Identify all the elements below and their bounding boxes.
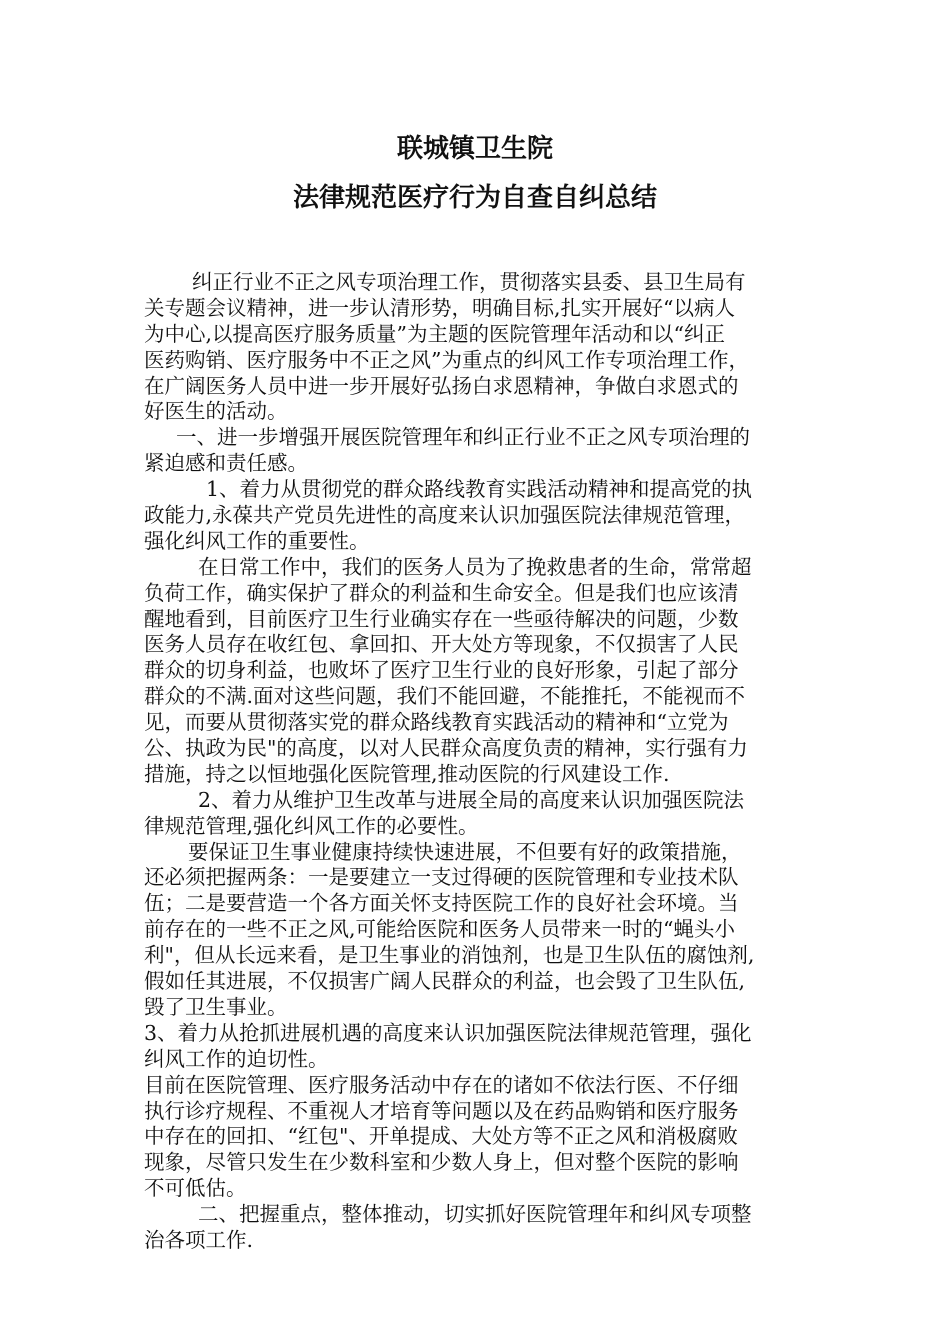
paragraph-line: 前存在的一些不正之风,可能给医院和医务人员带来一时的“蝇头小 — [144, 917, 735, 942]
paragraph-line: 毁了卫生事业。 — [144, 994, 288, 1019]
document-title-org: 联城镇卫生院 — [396, 134, 553, 164]
section-heading-line: 治各项工作. — [144, 1227, 254, 1252]
subsection-heading-line: 律规范管理,强化纠风工作的必要性。 — [144, 813, 479, 838]
paragraph-line: 医务人员存在收红包、拿回扣、开大处方等现象，不仅损害了人民 — [144, 632, 739, 657]
paragraph-line: 见，而要从贯彻落实党的群众路线教育实践活动的精神和“立党为 — [144, 710, 729, 735]
paragraph-line: 执行诊疗规程、不重视人才培育等问题以及在药品购销和医疗服务 — [144, 1098, 739, 1123]
paragraph-line: 关专题会议精神，进一步认清形势，明确目标,扎实开展好“以病人 — [144, 295, 735, 320]
paragraph-line: 公、执政为民"的高度，以对人民群众高度负责的精神，实行强有力 — [144, 736, 748, 761]
paragraph-line: 目前在医院管理、医疗服务活动中存在的诸如不依法行医、不仔细 — [144, 1072, 739, 1097]
section-heading-line: 一、进一步增强开展医院管理年和纠正行业不正之风专项治理的 — [176, 425, 750, 450]
paragraph-line: 措施，持之以恒地强化医院管理,推动医院的行风建设工作. — [144, 761, 670, 786]
subsection-heading-line: 纠风工作的迫切性。 — [144, 1046, 329, 1071]
paragraph-line: 醒地看到，目前医疗卫生行业确实存在一些亟待解决的问题，少数 — [144, 606, 739, 631]
subsection-heading-line: 3、着力从抢抓进展机遇的高度来认识加强医院法律规范管理，强化 — [144, 1020, 752, 1045]
subsection-heading-line: 2、着力从维护卫生改革与进展全局的高度来认识加强医院法 — [198, 787, 745, 812]
paragraph-line: 好医生的活动。 — [144, 399, 288, 424]
paragraph-line: 中存在的回扣、“红包"、开单提成、大处方等不正之风和消极腐败 — [144, 1124, 738, 1149]
subsection-heading-line: 政能力,永葆共产党员先进性的高度来认识加强医院法律规范管理， — [144, 503, 746, 528]
paragraph-line: 假如任其进展，不仅损害广阔人民群众的利益，也会毁了卫生队伍, — [144, 969, 746, 994]
paragraph-line: 要保证卫生事业健康持续快速进展，不但要有好的政策措施， — [188, 839, 742, 864]
paragraph-line: 伍；二是要营造一个各方面关怀支持医院工作的良好社会环境。当 — [144, 891, 739, 916]
paragraph-line: 医药购销、医疗服务中不正之风”为重点的纠风工作专项治理工作， — [144, 347, 749, 372]
paragraph-line: 不可低估。 — [144, 1176, 247, 1201]
paragraph-line: 为中心,以提高医疗服务质量”为主题的医院管理年活动和以“纠正 — [144, 321, 725, 346]
document-body — [144, 270, 814, 1254]
subsection-heading-line: 1、着力从贯彻党的群众路线教育实践活动精神和提高党的执 — [206, 477, 753, 502]
section-heading-line: 二、把握重点，整体推动，切实抓好医院管理年和纠风专项整 — [198, 1202, 752, 1227]
paragraph-line: 负荷工作，确实保护了群众的利益和生命安全。但是我们也应该清 — [144, 580, 739, 605]
paragraph-line: 纠正行业不正之风专项治理工作，贯彻落实县委、县卫生局有 — [192, 270, 746, 294]
paragraph-line: 现象，尽管只发生在少数科室和少数人身上，但对整个医院的影响 — [144, 1150, 739, 1175]
subsection-heading-line: 强化纠风工作的重要性。 — [144, 528, 370, 553]
paragraph-line: 还必须把握两条：一是要建立一支过得硬的医院管理和专业技术队 — [144, 865, 739, 890]
paragraph-line: 群众的切身利益，也败坏了医疗卫生行业的良好形象，引起了部分 — [144, 658, 739, 683]
paragraph-line: 在日常工作中，我们的医务人员为了挽救患者的生命，常常超 — [198, 554, 752, 579]
paragraph-line: 利"，但从长远来看，是卫生事业的消蚀剂，也是卫生队伍的腐蚀剂, — [144, 943, 755, 968]
paragraph-line: 群众的不满.面对这些问题，我们不能回避，不能推托，不能视而不 — [144, 684, 746, 709]
section-heading-line: 紧迫感和责任感。 — [144, 451, 308, 476]
document-title-main: 法律规范医疗行为自查自纠总结 — [292, 183, 657, 213]
paragraph-line: 在广阔医务人员中进一步开展好弘扬白求恩精神，争做白求恩式的 — [144, 373, 739, 398]
